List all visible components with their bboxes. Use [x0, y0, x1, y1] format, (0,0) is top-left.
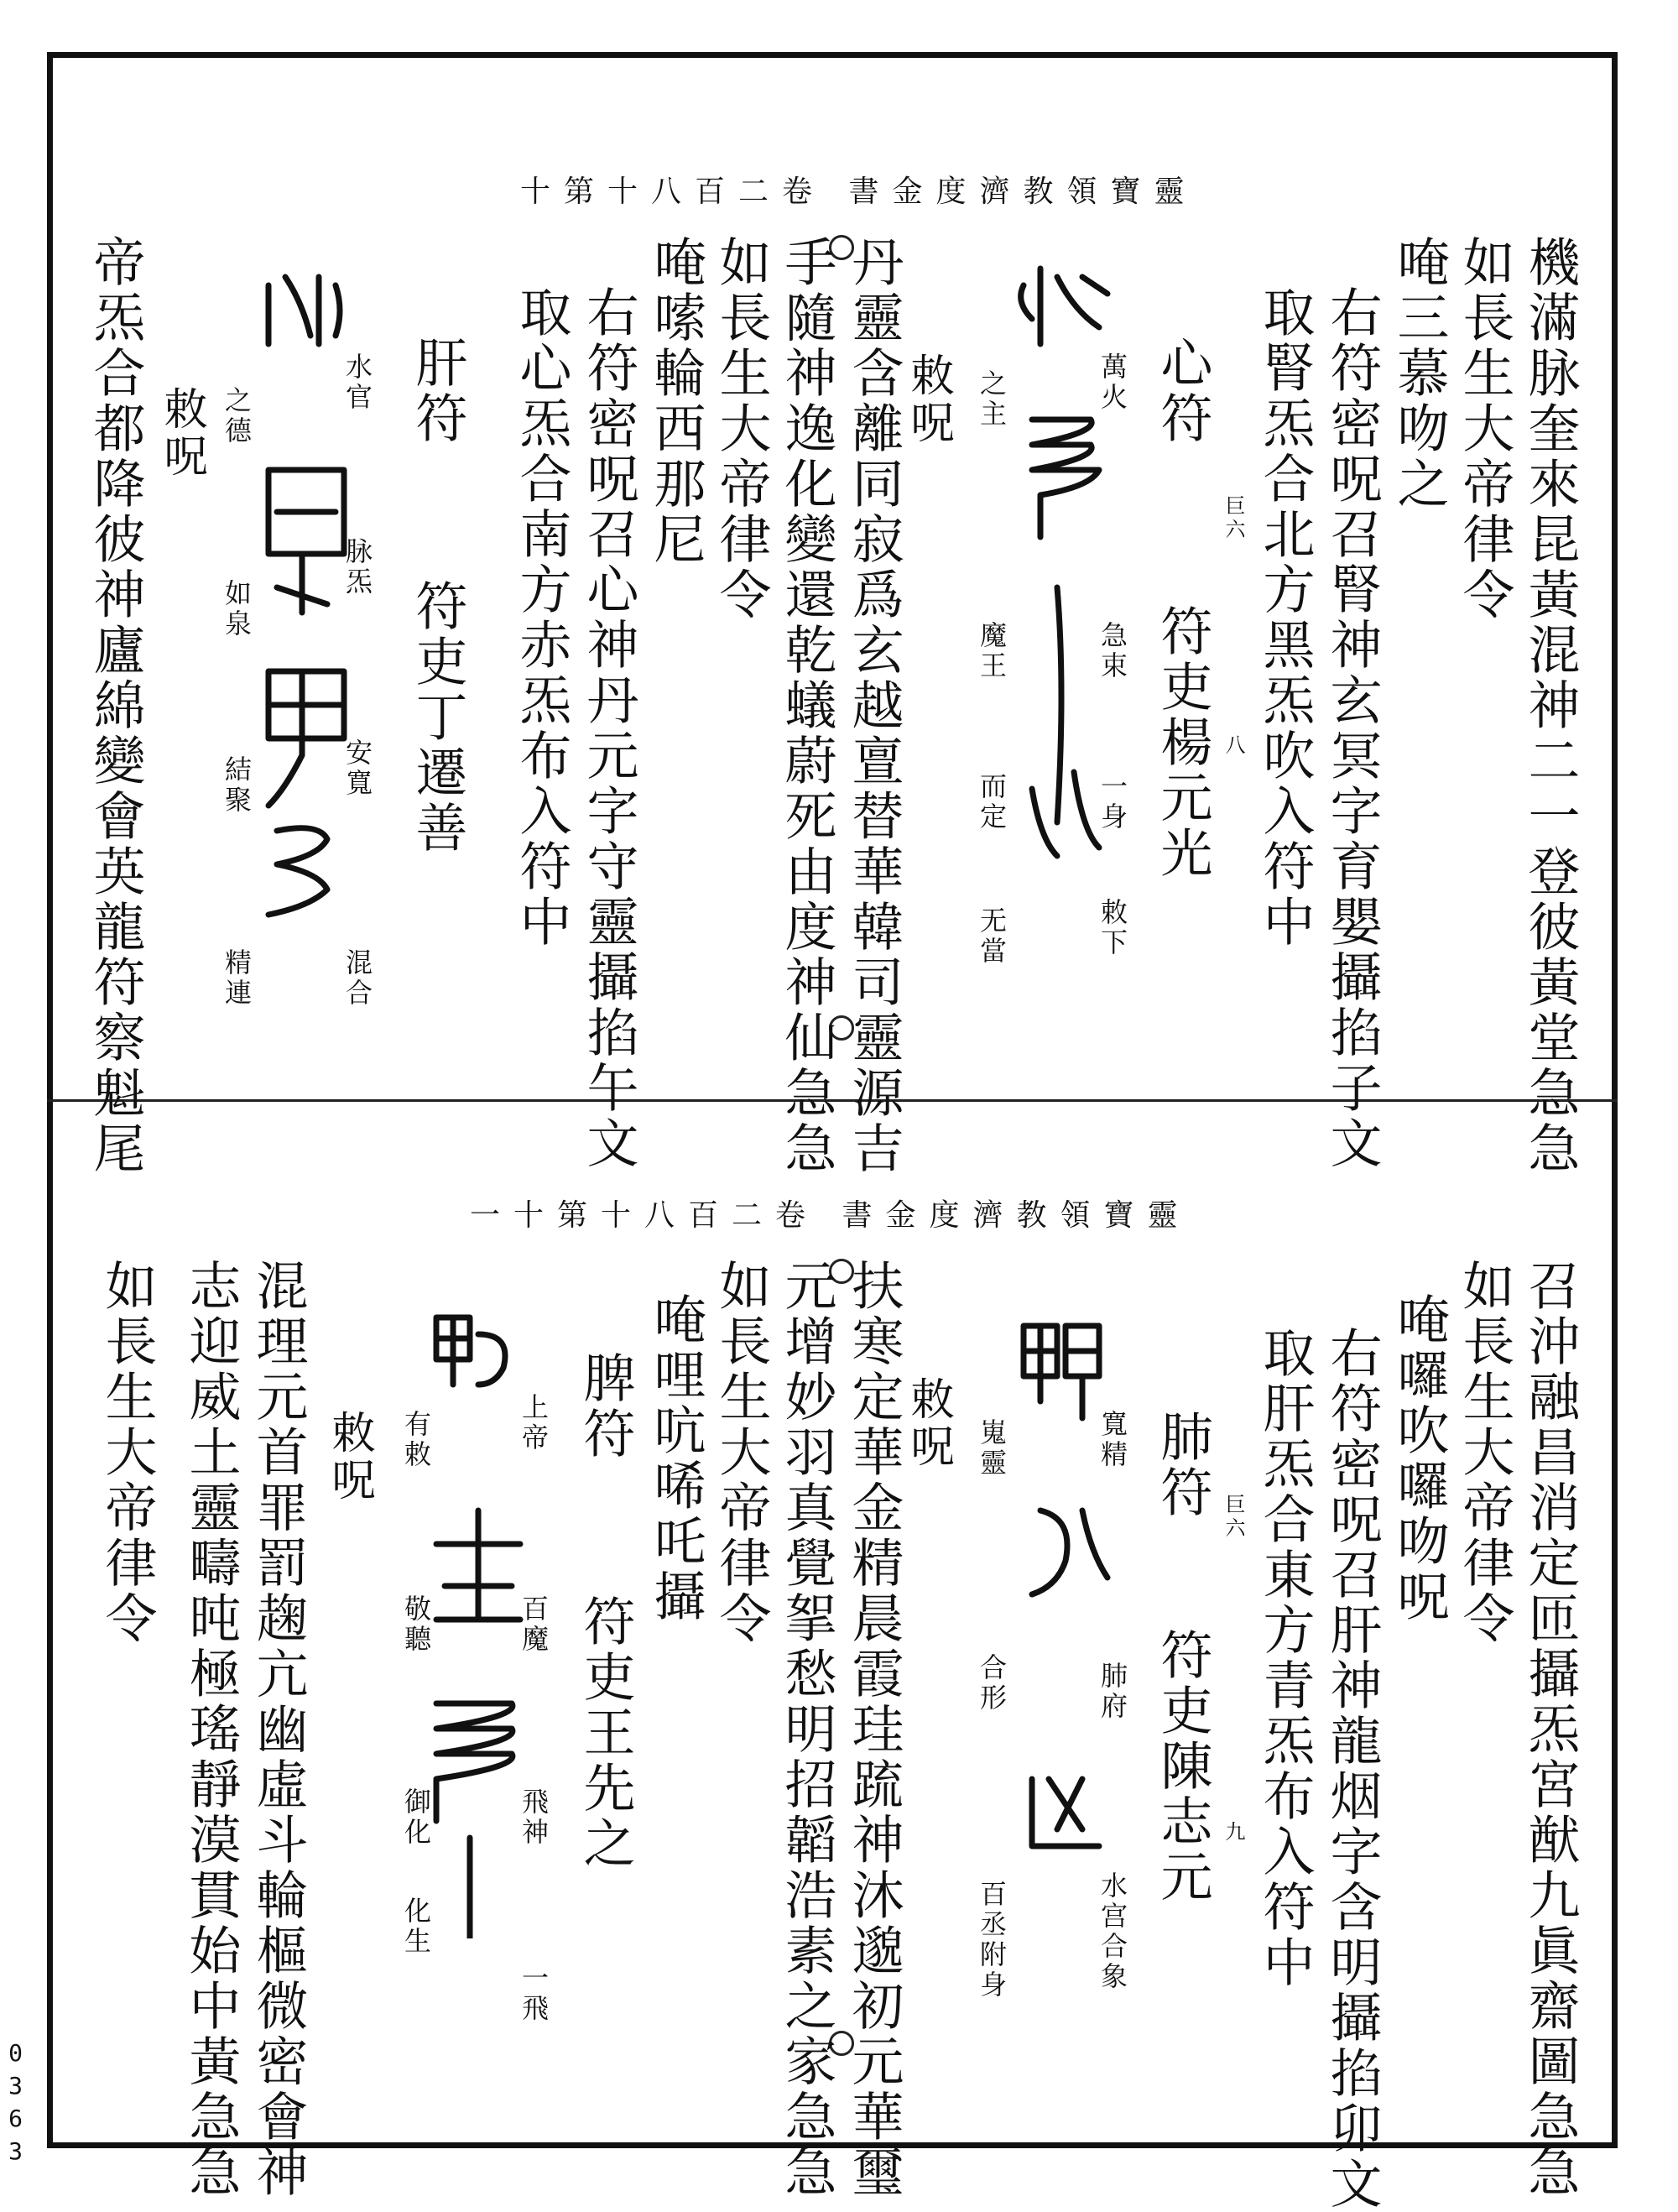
upper-mark-a: 巨六	[1222, 495, 1245, 542]
upper-t2-r2-0: 之德	[221, 386, 253, 446]
lower-t2-r1-1: 百魔	[518, 1594, 550, 1655]
lower-t1-r1-2: 水宫合象	[1097, 1871, 1128, 1992]
upper-col-9: 手隨神逸化變還乾蟻蔚死由度神仙急急	[776, 235, 837, 1176]
page-number: 0363	[2, 2039, 29, 2170]
upper-mark-b: 八	[1222, 734, 1245, 758]
upper-col-11: 唵嗦輪西那尼	[645, 235, 706, 567]
lower-col-3: 唵囉吹囉吻呪	[1389, 1292, 1450, 1625]
lower-col-15: 志迎威土靈疇旽極瑤靜漠貫始中黃急急	[180, 1259, 242, 2200]
lower-col-11: 唵哩吭唏吒攝	[645, 1292, 706, 1625]
lower-col-9: 元增妙羽真覺挐愁明招韜浩素之家急急	[776, 1259, 837, 2200]
lower-t2-r2-1: 敬聽	[400, 1594, 432, 1655]
upper-t2-r1-3: 混合	[341, 948, 373, 1009]
lower-t2-r1-0: 上帝	[518, 1393, 550, 1453]
lower-col-12: 脾符	[575, 1351, 636, 1462]
upper-t1-r2-1: 魔王	[976, 621, 1008, 681]
lower-col-10: 如長生大帝律令	[711, 1259, 772, 1646]
lower-col-5: 取肝炁合東方青炁布入符中	[1254, 1326, 1316, 1990]
upper-col-1: 機滿脉奎來昆黃混神二一登彼黃堂急急	[1519, 235, 1581, 1176]
lower-t1-side: 敕呪	[903, 1376, 953, 1470]
lower-col-8: 扶寒定華金精晨霞珪䟽神沐邈初元華璽	[843, 1259, 904, 2200]
lower-t2-side: 敕呪	[324, 1410, 374, 1504]
upper-t1-side: 敕呪	[903, 352, 953, 446]
lower-t2-r2-3: 化生	[400, 1896, 432, 1957]
lower-col-7: 符吏陳志元	[1152, 1628, 1213, 1905]
upper-col-5: 取腎炁合北方黑炁吹入符中	[1254, 285, 1316, 950]
spleen-talisman-icon	[420, 1301, 529, 1938]
upper-t1-r2-0: 之主	[976, 369, 1008, 430]
upper-t2-r2-2: 結聚	[221, 755, 253, 816]
upper-t1-r2-2: 而定	[976, 772, 1008, 832]
lower-talisman-2	[420, 1301, 529, 1938]
upper-t1-row1b	[1099, 621, 1126, 681]
upper-col-2: 如長生大帝律令	[1454, 235, 1515, 623]
upper-col-12: 右符密呪召心神丹元字守靈攝掐午文	[578, 285, 639, 1171]
upper-t1-row2b	[976, 621, 1008, 681]
lower-t1-r1-0: 寬精	[1097, 1410, 1128, 1470]
upper-t1-row2c	[976, 772, 1008, 832]
upper-t2-r1-0: 水官	[341, 352, 373, 413]
lower-t2-r1-3: 一飛	[518, 1964, 550, 2024]
lower-col-2: 如長生大帝律令	[1454, 1259, 1515, 1646]
lower-mark-a: 巨六	[1222, 1494, 1245, 1541]
upper-col-4: 右符密呪召腎神玄冥字育嬰攝掐子文	[1321, 285, 1383, 1171]
upper-col-3: 唵三慕吻之	[1389, 235, 1450, 512]
lower-col-16: 如長生大帝律令	[96, 1259, 158, 1646]
upper-t2-r1-1: 脉炁	[341, 537, 373, 597]
upper-col-10: 如長生大帝律令	[711, 235, 772, 623]
upper-t2-side: 敕呪	[156, 386, 206, 480]
upper-t1-r1-2: 一身	[1097, 772, 1128, 832]
upper-t2-r1-2: 安寬	[341, 738, 373, 799]
upper-t2-r2-3: 精連	[221, 948, 253, 1009]
upper-col-15: 符吏丁遷善	[407, 579, 468, 856]
lower-t1-r2-2: 百丞附身	[976, 1880, 1008, 2001]
lower-t2-r1-2: 飛神	[518, 1787, 550, 1848]
lower-t2-r2-0: 有敕	[400, 1410, 432, 1470]
lower-t1-r2-1: 合形	[976, 1653, 1008, 1714]
upper-t1-row2a	[976, 369, 1008, 430]
upper-t2-r2-1: 如泉	[221, 579, 253, 639]
lower-talisman-1	[1007, 1309, 1116, 1863]
upper-t1-row2d	[976, 906, 1008, 967]
upper-t1-r2-3: 无當	[976, 906, 1008, 967]
lower-col-14: 混理元首罪罰趜亢幽虛斗輪樞微密會神	[248, 1259, 309, 2200]
lower-mark-b: 九	[1222, 1821, 1245, 1844]
upper-t1-row1d	[1099, 898, 1126, 958]
upper-t1-r1-0: 萬火	[1097, 352, 1128, 413]
lower-t2-r2-2: 御化	[400, 1787, 432, 1848]
lower-col-1: 召沖融昌消定匝攝炁宮猷九眞齋圖急急	[1519, 1259, 1581, 2200]
upper-t1-row1	[1099, 352, 1126, 413]
lower-col-13: 符吏王先之	[575, 1594, 636, 1871]
lung-talisman-icon	[1007, 1309, 1116, 1863]
upper-col-7: 符吏楊元光	[1152, 604, 1213, 881]
upper-col-6: 心符	[1152, 336, 1213, 446]
upper-col-14: 肝符	[407, 336, 468, 446]
lower-t1-r1-1: 肺府	[1097, 1662, 1128, 1722]
upper-col-8: 丹靈含離同寂爲玄越亶替華韓司靈源吉	[843, 235, 904, 1176]
upper-t1-r1-1: 急束	[1097, 621, 1128, 681]
upper-header: 靈寶領教濟度金書 卷二百八十第十	[520, 175, 1198, 209]
lower-t1-r2-0: 嵬靈	[976, 1418, 1008, 1479]
lower-col-4: 右符密呪召肝神龍烟字含明攝掐卯文	[1321, 1326, 1383, 2212]
upper-t1-row1c	[1099, 772, 1126, 832]
lower-header: 靈寶領教濟度金書 卷二百八十第十一	[470, 1198, 1191, 1233]
upper-col-16: 帝炁合都降彼神廬綿變會英龍符察魁尾	[85, 235, 146, 1176]
upper-col-13: 取心炁合南方赤炁布入符中	[511, 285, 572, 950]
upper-t1-r1-3: 敕下	[1097, 898, 1128, 958]
lower-col-6: 肺符	[1152, 1410, 1213, 1521]
